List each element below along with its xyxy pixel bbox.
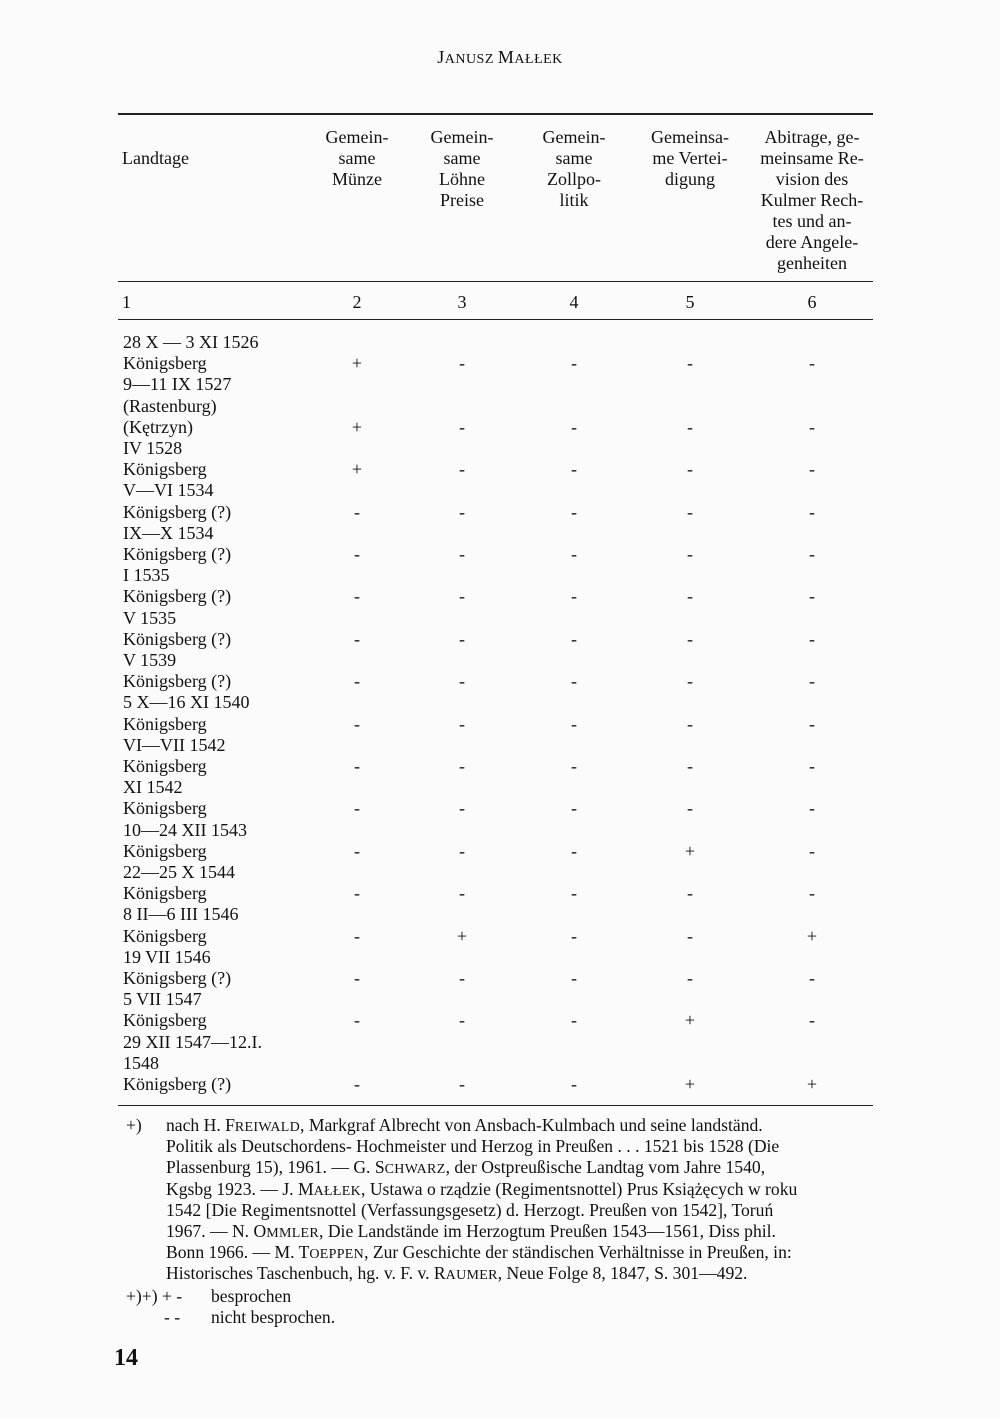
header-rest-1: ANUSZ bbox=[444, 52, 498, 67]
footnote-text: , Zur Geschichte der ständischen Verhältnisse in Preußen, in: bbox=[364, 1242, 792, 1263]
table-cell-mark: - bbox=[354, 1010, 360, 1031]
table-cell-mark: - bbox=[459, 416, 465, 437]
table-cell-mark: - bbox=[354, 840, 360, 861]
row-label-line: Königsberg (?) bbox=[123, 1074, 232, 1094]
table-cell-mark: + bbox=[456, 925, 468, 946]
table-cell-mark: - bbox=[809, 353, 815, 374]
footnote-text: Plassenburg 15), 1961. — G. bbox=[166, 1157, 375, 1178]
table-cell-mark: - bbox=[354, 671, 360, 692]
header-rest-2: AŁŁEK bbox=[514, 52, 563, 67]
footnote-text: 1967. — N. bbox=[166, 1221, 254, 1241]
row-label-line: 5 VII 1547 bbox=[123, 989, 202, 1010]
footnote-text: R bbox=[433, 1263, 446, 1284]
table-cell-mark: - bbox=[459, 671, 465, 692]
table-cell-mark: - bbox=[809, 798, 815, 819]
table-cell-mark: - bbox=[354, 925, 360, 946]
row-label-line: I 1535 bbox=[123, 565, 170, 586]
table-cell-mark: - bbox=[571, 713, 577, 734]
table-row-label bbox=[123, 904, 238, 946]
footnote-text: O bbox=[253, 1221, 267, 1241]
table-cell-mark: - bbox=[687, 501, 693, 522]
table-cell-mark: - bbox=[354, 501, 360, 522]
table-row-label bbox=[123, 438, 207, 480]
row-label-line: Königsberg bbox=[123, 840, 207, 861]
table-cell-mark: - bbox=[571, 671, 577, 692]
table-cell-mark: - bbox=[354, 713, 360, 734]
table-cell-mark: - bbox=[809, 628, 815, 649]
table-cell-mark: - bbox=[687, 353, 693, 374]
table-cell-mark: - bbox=[354, 968, 360, 988]
table-cell-mark: - bbox=[459, 713, 465, 734]
table-cell-mark: - bbox=[354, 586, 360, 607]
table-row-label bbox=[123, 565, 231, 607]
footnote-line bbox=[166, 1179, 797, 1202]
row-label-line: Königsberg bbox=[123, 756, 207, 776]
table-cell-mark: - bbox=[354, 756, 360, 776]
table-cell-mark: - bbox=[571, 840, 577, 861]
column-header-4: Gemein- same Zollpo- litik bbox=[542, 127, 606, 210]
row-label-line: Königsberg bbox=[123, 353, 207, 374]
footnote-line bbox=[166, 1200, 773, 1221]
footnote-text: MMLER bbox=[266, 1226, 320, 1241]
legend-symbol: +)+) + - bbox=[126, 1285, 183, 1306]
table-cell-mark: - bbox=[459, 756, 465, 776]
column-header-2: Gemein- same Münze bbox=[325, 127, 389, 189]
row-label-line: 1548 bbox=[123, 1052, 159, 1073]
table-row-label bbox=[123, 650, 231, 692]
table-cell-mark: - bbox=[354, 883, 360, 904]
table-row-label bbox=[123, 523, 231, 565]
row-label-line: Königsberg bbox=[123, 1010, 207, 1031]
row-label-line: Königsberg (?) bbox=[123, 671, 232, 692]
footnote-text: 1542 [Die Regimentsnottel (Verfassungsgesetz) d. Herzogt. Preußen von 1542], Toruń bbox=[166, 1199, 774, 1220]
table-cell-mark: - bbox=[571, 883, 577, 904]
table-cell-mark: - bbox=[809, 713, 815, 734]
footnote-text: , Ustawa o rządzie (Regimentsnottel) Prus Książęcych w roku bbox=[361, 1178, 798, 1199]
table-cell-mark: - bbox=[809, 416, 815, 437]
table-cell-mark: - bbox=[459, 798, 465, 819]
column-number-6: 6 bbox=[807, 292, 817, 312]
table-cell-mark: - bbox=[459, 628, 465, 649]
table-cell-mark: + bbox=[684, 1074, 696, 1094]
footnote-line bbox=[166, 1242, 792, 1265]
footnote-text: , Markgraf Albrecht von Ansbach-Kulmbach und seine landständ. bbox=[300, 1115, 763, 1135]
footnote-text: , Die Landstände im Herzogtum Preußen 1543—1561, Diss phil. bbox=[319, 1221, 776, 1241]
table-row-label bbox=[123, 777, 207, 819]
table-cell-mark: - bbox=[687, 628, 693, 649]
table-cell-mark: - bbox=[687, 968, 693, 988]
row-label-line: Königsberg (?) bbox=[123, 968, 232, 988]
row-label-line: IX—X 1534 bbox=[123, 522, 214, 543]
table-cell-mark: - bbox=[459, 353, 465, 374]
table-cell-mark: - bbox=[571, 544, 577, 564]
footnote-text: OEPPEN bbox=[309, 1247, 365, 1263]
table-cell-mark: - bbox=[459, 968, 465, 988]
table-cell-mark: - bbox=[354, 544, 360, 564]
table-cell-mark: - bbox=[459, 586, 465, 607]
table-cell-mark: - bbox=[809, 1010, 815, 1031]
row-label-line: IV 1528 bbox=[123, 438, 183, 458]
footnote-text: S bbox=[374, 1157, 385, 1178]
row-label-line: 29 XII 1547—12.I. bbox=[123, 1031, 262, 1052]
footnote-text: nach H. bbox=[166, 1115, 226, 1135]
row-label-line: 8 II—6 III 1546 bbox=[123, 904, 239, 925]
table-cell-mark: - bbox=[571, 586, 577, 607]
table-cell-mark: - bbox=[687, 671, 693, 692]
table-row-label bbox=[123, 989, 207, 1031]
table-header-rule bbox=[118, 281, 873, 282]
table-cell-mark: - bbox=[571, 501, 577, 522]
footnote-text: Historisches Taschenbuch, hg. v. F. v. bbox=[166, 1263, 434, 1284]
column-header-1: Landtage bbox=[122, 148, 189, 168]
footnote-line bbox=[166, 1221, 776, 1244]
footnote-line bbox=[166, 1136, 779, 1157]
row-label-line: Königsberg bbox=[123, 798, 207, 819]
table-cell-mark: - bbox=[809, 883, 815, 904]
row-label-line: Königsberg bbox=[123, 459, 207, 480]
table-cell-mark: - bbox=[571, 756, 577, 776]
table-cell-mark: - bbox=[571, 1010, 577, 1031]
row-label-line: Königsberg (?) bbox=[123, 544, 232, 564]
page-number: 14 bbox=[114, 1345, 138, 1371]
column-number-3: 3 bbox=[457, 292, 467, 312]
column-number-1: 1 bbox=[122, 292, 131, 312]
table-cell-mark: - bbox=[687, 756, 693, 776]
table-row-label bbox=[123, 608, 231, 650]
table-cell-mark: + bbox=[351, 459, 363, 480]
table-cell-mark: - bbox=[809, 459, 815, 480]
footnote-text: , der Ostpreußische Landtag vom Jahre 1540, bbox=[445, 1157, 766, 1178]
table-row-label bbox=[123, 374, 231, 438]
table-row-label bbox=[123, 1032, 262, 1096]
row-label-line: Königsberg (?) bbox=[123, 586, 232, 607]
table-row-label bbox=[123, 735, 225, 777]
legend-text: besprochen bbox=[211, 1285, 292, 1306]
row-label-line: 22—25 X 1544 bbox=[123, 862, 235, 882]
table-cell-mark: - bbox=[459, 501, 465, 522]
legend-symbol: - - bbox=[164, 1306, 181, 1327]
table-cell-mark: - bbox=[459, 1010, 465, 1031]
row-label-line: VI—VII 1542 bbox=[123, 734, 226, 755]
row-label-line: 19 VII 1546 bbox=[123, 946, 211, 967]
footnote-text: Kgsbg 1923. — J. bbox=[166, 1178, 298, 1199]
table-cell-mark: - bbox=[809, 840, 815, 861]
footnote-text: M bbox=[297, 1178, 314, 1199]
running-header bbox=[0, 47, 1000, 68]
table-cell-mark: - bbox=[354, 798, 360, 819]
footnote-text: F bbox=[225, 1115, 235, 1135]
row-label-line: V 1535 bbox=[123, 607, 177, 628]
table-cell-mark: + bbox=[806, 1074, 818, 1094]
table-row-label bbox=[123, 480, 231, 522]
table-cell-mark: - bbox=[687, 416, 693, 437]
table-cell-mark: - bbox=[459, 840, 465, 861]
column-header-3: Gemein- same Löhne Preise bbox=[430, 127, 494, 210]
row-label-line: XI 1542 bbox=[123, 777, 183, 798]
row-label-line: (Rastenburg) bbox=[123, 395, 217, 416]
table-cell-mark: - bbox=[809, 586, 815, 607]
table-row-label bbox=[123, 692, 250, 734]
table-cell-mark: - bbox=[809, 671, 815, 692]
footnote-text: AUMER bbox=[445, 1268, 498, 1284]
column-header-5: Gemeinsa- me Vertei- digung bbox=[651, 127, 729, 189]
table-cell-mark: - bbox=[571, 798, 577, 819]
column-number-4: 4 bbox=[569, 292, 579, 312]
legend-text: nicht besprochen. bbox=[211, 1306, 336, 1327]
table-cell-mark: - bbox=[354, 628, 360, 649]
row-label-line: 9—11 IX 1527 bbox=[123, 374, 232, 395]
footnote-text: REIWALD bbox=[234, 1120, 301, 1135]
table-cell-mark: - bbox=[571, 353, 577, 374]
row-label-line: 28 X — 3 XI 1526 bbox=[123, 332, 259, 352]
table-cell-mark: - bbox=[571, 968, 577, 988]
table-cell-mark: - bbox=[459, 1074, 465, 1094]
table-cell-mark: - bbox=[687, 798, 693, 819]
table-cell-mark: - bbox=[687, 459, 693, 480]
footnote-text: AŁŁEK bbox=[313, 1183, 362, 1199]
footnote-text: T bbox=[298, 1242, 310, 1263]
footnote-text: , Neue Folge 8, 1847, S. 301—492. bbox=[497, 1263, 748, 1284]
footnote-text: CHWARZ bbox=[384, 1162, 446, 1178]
table-cell-mark: - bbox=[809, 968, 815, 988]
table-cell-mark: + bbox=[684, 840, 696, 861]
table-row-label bbox=[123, 862, 235, 904]
row-label-line: V—VI 1534 bbox=[123, 480, 214, 501]
row-label-line: Königsberg bbox=[123, 883, 207, 904]
table-cell-mark: - bbox=[571, 925, 577, 946]
table-cell-mark: - bbox=[809, 544, 815, 564]
table-cell-mark: - bbox=[571, 459, 577, 480]
table-cell-mark: + bbox=[351, 353, 363, 374]
table-cell-mark: - bbox=[459, 459, 465, 480]
table-cell-mark: - bbox=[809, 756, 815, 776]
footnote-line bbox=[166, 1115, 763, 1138]
header-initial-1: J bbox=[437, 47, 445, 67]
table-number-rule bbox=[118, 319, 873, 320]
row-label-line: 10—24 XII 1543 bbox=[123, 819, 247, 840]
table-bottom-rule bbox=[118, 1105, 873, 1106]
row-label-line: Königsberg (?) bbox=[123, 628, 232, 649]
row-label-line: V 1539 bbox=[123, 650, 177, 670]
table-cell-mark: - bbox=[571, 628, 577, 649]
table-cell-mark: - bbox=[687, 925, 693, 946]
table-cell-mark: - bbox=[687, 713, 693, 734]
table-row-label bbox=[123, 332, 259, 374]
footnote-text: Bonn 1966. — M. bbox=[166, 1242, 299, 1263]
table-row-label bbox=[123, 820, 247, 862]
column-number-2: 2 bbox=[352, 292, 362, 312]
footnote-line bbox=[166, 1263, 747, 1286]
table-cell-mark: - bbox=[459, 883, 465, 904]
table-cell-mark: - bbox=[354, 1074, 360, 1094]
table-cell-mark: - bbox=[687, 544, 693, 564]
column-number-5: 5 bbox=[685, 292, 695, 312]
row-label-line: 5 X—16 XI 1540 bbox=[123, 692, 250, 713]
row-label-line: Königsberg bbox=[123, 925, 207, 946]
table-cell-mark: - bbox=[687, 586, 693, 607]
table-cell-mark: - bbox=[571, 416, 577, 437]
table-cell-mark: - bbox=[809, 501, 815, 522]
row-label-line: (Kętrzyn) bbox=[123, 416, 193, 437]
table-cell-mark: + bbox=[806, 925, 818, 946]
column-header-6: Abitrage, ge- meinsame Re- vision des Kulmer Rech- tes und an- dere Angele- genheiten bbox=[760, 127, 864, 273]
table-cell-mark: - bbox=[687, 883, 693, 904]
table-cell-mark: - bbox=[459, 544, 465, 564]
footnote-line bbox=[166, 1157, 765, 1180]
footnote-text: Politik als Deutschordens- Hochmeister und Herzog in Preußen . . . 1521 bis 1528 (Die bbox=[166, 1136, 780, 1157]
table-cell-mark: + bbox=[351, 416, 363, 437]
table-cell-mark: - bbox=[571, 1074, 577, 1094]
row-label-line: Königsberg bbox=[123, 713, 207, 734]
table-cell-mark: + bbox=[684, 1010, 696, 1031]
row-label-line: Königsberg (?) bbox=[123, 501, 232, 522]
footnote-marker: +) bbox=[126, 1115, 142, 1135]
header-initial-2: M bbox=[497, 47, 515, 67]
table-row-label bbox=[123, 947, 231, 989]
table-top-rule bbox=[118, 113, 873, 115]
